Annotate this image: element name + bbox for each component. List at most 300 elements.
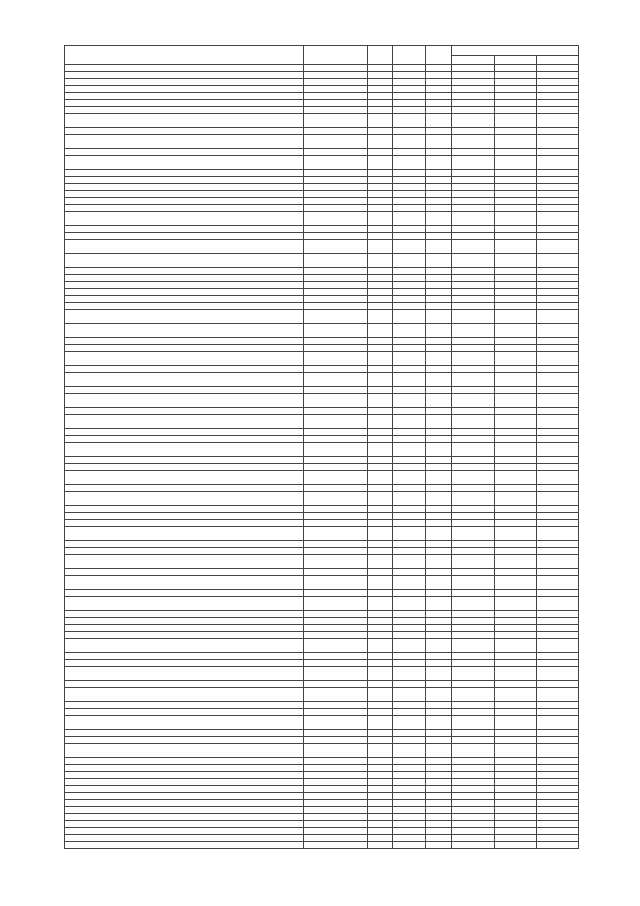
cell-name bbox=[65, 821, 304, 828]
cell-target-article bbox=[304, 709, 368, 716]
cell-name bbox=[65, 709, 304, 716]
table-row bbox=[65, 548, 579, 555]
table-row bbox=[65, 520, 579, 527]
cell-section bbox=[368, 793, 393, 800]
cell-target-article bbox=[304, 548, 368, 555]
table-row bbox=[65, 632, 579, 639]
cell-name bbox=[65, 170, 304, 177]
cell-expense-type bbox=[426, 114, 452, 128]
cell-name bbox=[65, 653, 304, 660]
cell-expense-type bbox=[426, 191, 452, 198]
cell-year-2 bbox=[495, 387, 537, 394]
cell-subsection bbox=[393, 653, 426, 660]
cell-section bbox=[368, 772, 393, 779]
cell-name bbox=[65, 800, 304, 807]
cell-year-2 bbox=[495, 79, 537, 86]
cell-year-3 bbox=[537, 506, 579, 513]
cell-subsection bbox=[393, 100, 426, 107]
header-year-3 bbox=[537, 56, 579, 65]
cell-section bbox=[368, 387, 393, 394]
table-row bbox=[65, 212, 579, 226]
cell-target-article bbox=[304, 373, 368, 387]
cell-year-3 bbox=[537, 576, 579, 590]
cell-year-1 bbox=[452, 548, 495, 555]
cell-section bbox=[368, 842, 393, 849]
cell-expense-type bbox=[426, 464, 452, 471]
cell-target-article bbox=[304, 506, 368, 513]
cell-subsection bbox=[393, 205, 426, 212]
cell-section bbox=[368, 128, 393, 135]
cell-expense-type bbox=[426, 212, 452, 226]
table-row bbox=[65, 226, 579, 233]
cell-section bbox=[368, 149, 393, 156]
cell-section bbox=[368, 737, 393, 744]
cell-year-1 bbox=[452, 100, 495, 107]
cell-year-2 bbox=[495, 821, 537, 828]
cell-target-article bbox=[304, 408, 368, 415]
cell-year-2 bbox=[495, 786, 537, 793]
cell-year-3 bbox=[537, 296, 579, 303]
cell-subsection bbox=[393, 443, 426, 457]
cell-year-2 bbox=[495, 716, 537, 730]
cell-year-2 bbox=[495, 212, 537, 226]
cell-target-article bbox=[304, 184, 368, 191]
cell-year-3 bbox=[537, 653, 579, 660]
cell-year-2 bbox=[495, 191, 537, 198]
cell-name bbox=[65, 716, 304, 730]
cell-section bbox=[368, 821, 393, 828]
cell-year-1 bbox=[452, 618, 495, 625]
cell-subsection bbox=[393, 772, 426, 779]
cell-section bbox=[368, 324, 393, 338]
header-year-2 bbox=[495, 56, 537, 65]
cell-year-1 bbox=[452, 520, 495, 527]
table-row bbox=[65, 429, 579, 436]
cell-expense-type bbox=[426, 576, 452, 590]
cell-name bbox=[65, 779, 304, 786]
cell-section bbox=[368, 716, 393, 730]
cell-expense-type bbox=[426, 289, 452, 296]
cell-year-3 bbox=[537, 758, 579, 765]
cell-section bbox=[368, 443, 393, 457]
cell-name bbox=[65, 786, 304, 793]
cell-year-1 bbox=[452, 541, 495, 548]
cell-year-3 bbox=[537, 800, 579, 807]
cell-name bbox=[65, 681, 304, 688]
cell-year-1 bbox=[452, 464, 495, 471]
cell-name bbox=[65, 555, 304, 569]
header-subsection bbox=[393, 46, 426, 65]
cell-year-2 bbox=[495, 310, 537, 324]
cell-section bbox=[368, 492, 393, 506]
cell-expense-type bbox=[426, 275, 452, 282]
cell-year-3 bbox=[537, 289, 579, 296]
cell-year-1 bbox=[452, 709, 495, 716]
cell-name bbox=[65, 149, 304, 156]
cell-year-1 bbox=[452, 786, 495, 793]
cell-name bbox=[65, 191, 304, 198]
cell-name bbox=[65, 296, 304, 303]
cell-year-1 bbox=[452, 240, 495, 254]
cell-section bbox=[368, 457, 393, 464]
cell-name bbox=[65, 793, 304, 800]
cell-year-1 bbox=[452, 800, 495, 807]
table-row bbox=[65, 240, 579, 254]
cell-year-3 bbox=[537, 226, 579, 233]
table-row bbox=[65, 527, 579, 541]
cell-target-article bbox=[304, 541, 368, 548]
cell-year-3 bbox=[537, 415, 579, 429]
cell-section bbox=[368, 828, 393, 835]
cell-expense-type bbox=[426, 548, 452, 555]
cell-year-2 bbox=[495, 492, 537, 506]
cell-section bbox=[368, 212, 393, 226]
cell-subsection bbox=[393, 240, 426, 254]
cell-year-1 bbox=[452, 765, 495, 772]
table-row bbox=[65, 744, 579, 758]
cell-target-article bbox=[304, 338, 368, 345]
cell-year-2 bbox=[495, 639, 537, 653]
table-row bbox=[65, 485, 579, 492]
cell-year-2 bbox=[495, 681, 537, 688]
cell-subsection bbox=[393, 387, 426, 394]
cell-section bbox=[368, 184, 393, 191]
cell-section bbox=[368, 576, 393, 590]
cell-target-article bbox=[304, 436, 368, 443]
cell-section bbox=[368, 548, 393, 555]
cell-name bbox=[65, 667, 304, 681]
cell-target-article bbox=[304, 765, 368, 772]
cell-subsection bbox=[393, 394, 426, 408]
cell-section bbox=[368, 471, 393, 485]
cell-year-3 bbox=[537, 387, 579, 394]
table-row bbox=[65, 387, 579, 394]
cell-expense-type bbox=[426, 541, 452, 548]
cell-name bbox=[65, 758, 304, 765]
cell-year-1 bbox=[452, 275, 495, 282]
cell-name bbox=[65, 688, 304, 702]
cell-year-2 bbox=[495, 548, 537, 555]
cell-year-1 bbox=[452, 555, 495, 569]
cell-subsection bbox=[393, 730, 426, 737]
table-row bbox=[65, 772, 579, 779]
cell-year-2 bbox=[495, 618, 537, 625]
cell-subsection bbox=[393, 93, 426, 100]
cell-subsection bbox=[393, 527, 426, 541]
cell-section bbox=[368, 100, 393, 107]
cell-name bbox=[65, 835, 304, 842]
cell-target-article bbox=[304, 226, 368, 233]
table-row bbox=[65, 471, 579, 485]
cell-name bbox=[65, 184, 304, 191]
cell-year-3 bbox=[537, 737, 579, 744]
cell-target-article bbox=[304, 282, 368, 289]
cell-target-article bbox=[304, 611, 368, 618]
cell-section bbox=[368, 345, 393, 352]
cell-year-2 bbox=[495, 149, 537, 156]
cell-target-article bbox=[304, 394, 368, 408]
cell-year-3 bbox=[537, 107, 579, 114]
cell-year-1 bbox=[452, 807, 495, 814]
cell-subsection bbox=[393, 639, 426, 653]
cell-year-3 bbox=[537, 625, 579, 632]
cell-name bbox=[65, 198, 304, 205]
cell-target-article bbox=[304, 842, 368, 849]
cell-section bbox=[368, 429, 393, 436]
cell-year-2 bbox=[495, 254, 537, 268]
cell-year-2 bbox=[495, 296, 537, 303]
cell-subsection bbox=[393, 821, 426, 828]
cell-year-2 bbox=[495, 128, 537, 135]
cell-year-3 bbox=[537, 198, 579, 205]
cell-year-3 bbox=[537, 275, 579, 282]
cell-target-article bbox=[304, 807, 368, 814]
cell-year-2 bbox=[495, 198, 537, 205]
cell-year-2 bbox=[495, 436, 537, 443]
cell-year-1 bbox=[452, 793, 495, 800]
cell-section bbox=[368, 786, 393, 793]
cell-target-article bbox=[304, 485, 368, 492]
cell-target-article bbox=[304, 590, 368, 597]
cell-section bbox=[368, 555, 393, 569]
cell-year-2 bbox=[495, 597, 537, 611]
cell-expense-type bbox=[426, 779, 452, 786]
cell-expense-type bbox=[426, 744, 452, 758]
table-row bbox=[65, 779, 579, 786]
cell-name bbox=[65, 618, 304, 625]
table-row bbox=[65, 100, 579, 107]
cell-year-1 bbox=[452, 688, 495, 702]
cell-target-article bbox=[304, 289, 368, 296]
cell-section bbox=[368, 226, 393, 233]
table-row bbox=[65, 177, 579, 184]
cell-expense-type bbox=[426, 72, 452, 79]
cell-year-2 bbox=[495, 471, 537, 485]
cell-year-2 bbox=[495, 226, 537, 233]
cell-year-1 bbox=[452, 730, 495, 737]
cell-year-2 bbox=[495, 590, 537, 597]
cell-section bbox=[368, 205, 393, 212]
cell-subsection bbox=[393, 541, 426, 548]
cell-year-3 bbox=[537, 541, 579, 548]
cell-year-1 bbox=[452, 387, 495, 394]
cell-target-article bbox=[304, 415, 368, 429]
cell-subsection bbox=[393, 310, 426, 324]
cell-year-2 bbox=[495, 660, 537, 667]
cell-section bbox=[368, 114, 393, 128]
cell-subsection bbox=[393, 555, 426, 569]
cell-target-article bbox=[304, 786, 368, 793]
cell-target-article bbox=[304, 513, 368, 520]
cell-expense-type bbox=[426, 254, 452, 268]
cell-subsection bbox=[393, 702, 426, 709]
cell-year-3 bbox=[537, 408, 579, 415]
cell-section bbox=[368, 702, 393, 709]
cell-year-2 bbox=[495, 765, 537, 772]
cell-expense-type bbox=[426, 737, 452, 744]
cell-expense-type bbox=[426, 65, 452, 72]
cell-target-article bbox=[304, 464, 368, 471]
cell-year-1 bbox=[452, 408, 495, 415]
cell-year-2 bbox=[495, 520, 537, 527]
cell-year-1 bbox=[452, 79, 495, 86]
cell-expense-type bbox=[426, 527, 452, 541]
cell-subsection bbox=[393, 324, 426, 338]
cell-year-3 bbox=[537, 352, 579, 366]
cell-year-2 bbox=[495, 289, 537, 296]
cell-expense-type bbox=[426, 821, 452, 828]
cell-year-3 bbox=[537, 681, 579, 688]
cell-expense-type bbox=[426, 310, 452, 324]
cell-expense-type bbox=[426, 387, 452, 394]
cell-year-2 bbox=[495, 338, 537, 345]
table-row bbox=[65, 72, 579, 79]
cell-expense-type bbox=[426, 590, 452, 597]
cell-subsection bbox=[393, 352, 426, 366]
cell-section bbox=[368, 170, 393, 177]
cell-section bbox=[368, 198, 393, 205]
cell-year-3 bbox=[537, 338, 579, 345]
cell-year-1 bbox=[452, 366, 495, 373]
table-row bbox=[65, 765, 579, 772]
cell-section bbox=[368, 240, 393, 254]
table-row bbox=[65, 569, 579, 576]
cell-expense-type bbox=[426, 618, 452, 625]
cell-year-1 bbox=[452, 772, 495, 779]
cell-year-1 bbox=[452, 184, 495, 191]
cell-subsection bbox=[393, 198, 426, 205]
cell-subsection bbox=[393, 303, 426, 310]
cell-year-1 bbox=[452, 744, 495, 758]
cell-name bbox=[65, 660, 304, 667]
cell-year-2 bbox=[495, 324, 537, 338]
cell-expense-type bbox=[426, 702, 452, 709]
cell-section bbox=[368, 191, 393, 198]
table-row bbox=[65, 303, 579, 310]
cell-name bbox=[65, 639, 304, 653]
cell-expense-type bbox=[426, 653, 452, 660]
cell-target-article bbox=[304, 569, 368, 576]
cell-year-1 bbox=[452, 842, 495, 849]
cell-year-3 bbox=[537, 184, 579, 191]
cell-section bbox=[368, 590, 393, 597]
cell-year-2 bbox=[495, 737, 537, 744]
table-row bbox=[65, 814, 579, 821]
cell-name bbox=[65, 72, 304, 79]
cell-year-1 bbox=[452, 135, 495, 149]
cell-year-2 bbox=[495, 569, 537, 576]
cell-subsection bbox=[393, 618, 426, 625]
cell-expense-type bbox=[426, 149, 452, 156]
cell-name bbox=[65, 611, 304, 618]
cell-year-2 bbox=[495, 800, 537, 807]
cell-expense-type bbox=[426, 79, 452, 86]
cell-year-3 bbox=[537, 660, 579, 667]
table-row bbox=[65, 730, 579, 737]
cell-year-1 bbox=[452, 296, 495, 303]
cell-year-2 bbox=[495, 772, 537, 779]
cell-expense-type bbox=[426, 765, 452, 772]
cell-year-1 bbox=[452, 527, 495, 541]
cell-year-3 bbox=[537, 814, 579, 821]
cell-expense-type bbox=[426, 240, 452, 254]
cell-target-article bbox=[304, 443, 368, 457]
cell-name bbox=[65, 436, 304, 443]
cell-expense-type bbox=[426, 520, 452, 527]
cell-expense-type bbox=[426, 205, 452, 212]
cell-year-2 bbox=[495, 835, 537, 842]
cell-name bbox=[65, 527, 304, 541]
cell-subsection bbox=[393, 373, 426, 387]
cell-section bbox=[368, 394, 393, 408]
cell-section bbox=[368, 569, 393, 576]
cell-expense-type bbox=[426, 471, 452, 485]
cell-expense-type bbox=[426, 373, 452, 387]
cell-year-3 bbox=[537, 457, 579, 464]
cell-expense-type bbox=[426, 198, 452, 205]
cell-year-1 bbox=[452, 576, 495, 590]
cell-expense-type bbox=[426, 506, 452, 513]
cell-year-1 bbox=[452, 835, 495, 842]
cell-year-2 bbox=[495, 842, 537, 849]
cell-year-1 bbox=[452, 65, 495, 72]
cell-expense-type bbox=[426, 184, 452, 191]
table-row bbox=[65, 408, 579, 415]
cell-target-article bbox=[304, 65, 368, 72]
cell-year-1 bbox=[452, 597, 495, 611]
cell-section bbox=[368, 807, 393, 814]
table-row bbox=[65, 156, 579, 170]
cell-section bbox=[368, 464, 393, 471]
cell-target-article bbox=[304, 828, 368, 835]
cell-target-article bbox=[304, 821, 368, 828]
table-row bbox=[65, 464, 579, 471]
cell-name bbox=[65, 282, 304, 289]
cell-target-article bbox=[304, 681, 368, 688]
cell-target-article bbox=[304, 352, 368, 366]
cell-year-3 bbox=[537, 520, 579, 527]
table-row bbox=[65, 184, 579, 191]
cell-target-article bbox=[304, 205, 368, 212]
table-row bbox=[65, 786, 579, 793]
cell-section bbox=[368, 366, 393, 373]
table-row bbox=[65, 828, 579, 835]
table-row bbox=[65, 373, 579, 387]
cell-year-3 bbox=[537, 569, 579, 576]
cell-year-1 bbox=[452, 471, 495, 485]
cell-name bbox=[65, 520, 304, 527]
table-row bbox=[65, 149, 579, 156]
cell-section bbox=[368, 156, 393, 170]
cell-section bbox=[368, 415, 393, 429]
cell-target-article bbox=[304, 135, 368, 149]
cell-year-1 bbox=[452, 660, 495, 667]
cell-year-3 bbox=[537, 254, 579, 268]
cell-section bbox=[368, 296, 393, 303]
cell-name bbox=[65, 289, 304, 296]
cell-year-3 bbox=[537, 72, 579, 79]
cell-section bbox=[368, 639, 393, 653]
cell-subsection bbox=[393, 590, 426, 597]
cell-subsection bbox=[393, 737, 426, 744]
cell-expense-type bbox=[426, 611, 452, 618]
cell-year-1 bbox=[452, 506, 495, 513]
cell-year-2 bbox=[495, 415, 537, 429]
cell-target-article bbox=[304, 345, 368, 352]
cell-expense-type bbox=[426, 639, 452, 653]
cell-subsection bbox=[393, 709, 426, 716]
table-row bbox=[65, 793, 579, 800]
